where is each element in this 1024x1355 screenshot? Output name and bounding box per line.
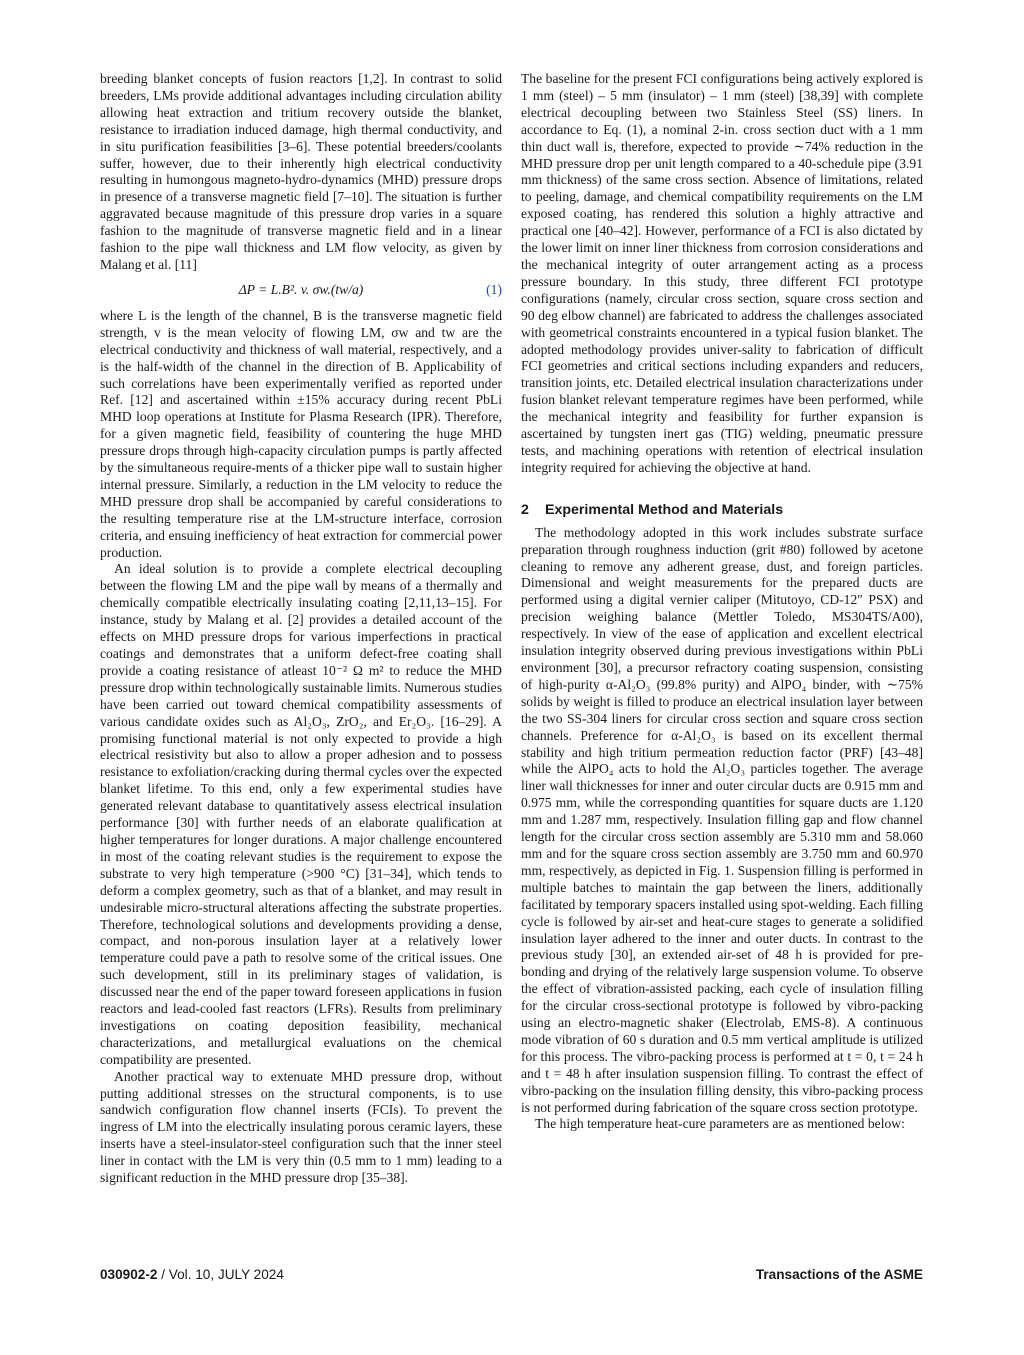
paragraph: breeding blanket concepts of fusion reactors [1,2]. In contrast to solid breeders, LMs provide additional advantages including circulation ability allowing heat extraction and tritium recovery outside the blanket, resistance to irradiation induced damage, high thermal conductivity, and in situ purification feasibilities [3–6]. These potential breeders/coolants suffer, however, due to their inherently high electrical conductivity resulting in humongous magneto-hydro-dynamics (MHD) pressure drops in presence of a transverse magnetic field [7–10]. The situation is further aggravated because magnitude of this pressure drop varies in a square fashion to the magnitude of transverse magnetic field and in a linear fashion to the pipe wall thickness and LM flow velocity, as given by Malang et al. [11] <box>100 71 502 272</box>
journal-name: Transactions of the ASME <box>755 1267 923 1282</box>
paragraph: The high temperature heat-cure parameters are as mentioned below: <box>535 1116 905 1132</box>
equation-number: (1) <box>486 282 502 298</box>
footer-separator: / <box>161 1267 166 1282</box>
section-title: Experimental Method and Materials <box>545 501 784 518</box>
equation-expression: ΔP = L.B². v. σw.(tw/a) <box>238 282 364 298</box>
right-column <box>521 71 923 1133</box>
volume-info: Vol. 10, JULY 2024 <box>168 1267 284 1282</box>
section-number: 2 <box>521 501 529 518</box>
page-id: 030902-2 <box>100 1267 158 1282</box>
paragraph: The baseline for the present FCI configurations being actively explored is 1 mm (steel) – 5 mm (insulator) – 1 mm (steel) [38,39] with complete electrical decoupling between two Stainless Steel (SS) liners. In accordance to Eq. (1), a nominal 2-in. cross section duct with a 1 mm thin duct wall is, therefore, expected to provide ∼74% reduction in the MHD pressure drop per unit length compared to a 40-schedule pipe (3.91 mm thickness) of the same cross section. Absence of limitations, related to peeling, damage, and chemical compatibility requirements on the LM exposed coating, has rendered this solution a highly attractive and practical one [40–42]. However, performance of a FCI is also dictated by the lower limit on inner liner thickness from corrosion considerations and the mechanical integrity of outer arrangement acting as a process pressure boundary. In this study, three different FCI prototype configurations (namely, circular cross section, square cross section and 90 deg elbow channel) are fabricated to address the challenges associated with geometrical constraints encountered in a typical fusion blanket. The adopted methodology provides univer-sality to fabrication of difficult FCI geometries and critical sections including expanders and reducers, transition joints, etc. Detailed electrical insulation characterizations under fusion blanket relevant temperature regimes have been performed, while the mechanical integrity and feasibility for further expansion is ascertained by tungsten inert gas (TIG) welding, pneumatic pressure tests, and machining operations with retention of electrical insulation integrity required for achieving the objective at hand. <box>521 71 923 475</box>
paragraph: where L is the length of the channel, B is the transverse magnetic field strength, v is the mean velocity of flowing LM, σw and tw are the electrical conductivity and thickness of wall material, respectively, and a is the half-width of the channel in the direction of B. Applicability of such correlations have been experimentally verified as reported under Ref. [12] and ascertained within ±15% accuracy during recent PbLi MHD loop operations at Institute for Plasma Research (IPR). Therefore, for a given magnetic field, feasibility of countering the huge MHD pressure drops through high-capacity circulation pumps is partly affected by the simultaneous require-ments of a thicker pipe wall to sustain higher internal pressure. Similarly, a reduction in the LM velocity to reduce the MHD pressure drop shall be accompanied by careful considerations to the resulting temperature rise at the LM-structure interface, corrosion criteria, and ensuing inefficiency of heat extraction for commercial power production. <box>100 307 502 560</box>
left-column <box>100 71 502 1187</box>
page-footer-left <box>100 1267 284 1282</box>
paragraph: The methodology adopted in this work includes substrate surface preparation through roughness induction (grit #80) followed by acetone cleaning to remove any adherent grease, dust, and foreign particles. Dimensional and weight measurements for the prepared ducts are performed using a digital vernier caliper (Mitutoyo, CD-12″ PSX) and precision weighing balance (Mettler Toledo, MS304TS/A00), respectively. In view of the ease of application and excellent electrical insulation integrity observed during previous investigations within PbLi environment [30], a precursor refractory coating suspension, consisting of high-purity α-Al₂O₃ (99.8% purity) and AlPO₄ binder, with ∼75% solids by weight is filled to produce an electrical insulation layer between the two SS-304 liners for circular cross section and square cross section channels. Preference for α-Al₂O₃ is based on its excellent thermal stability and high tritium permeation reduction factor (PRF) [43–48] while the AlPO₄ acts to hold the Al₂O₃ particles together. The average liner wall thicknesses for inner and outer circular ducts are 0.915 mm and 0.975 mm, while the corresponding quantities for square ducts are 1.120 mm and 1.287 mm, respectively. Insulation filling gap and flow channel length for the circular cross section assembly are 5.310 mm and 58.060 mm and for the square cross section assembly are 3.750 mm and 60.970 mm, respectively, as depicted in Fig. 1. Suspension filling is performed in multiple batches to maintain the gap between the liners, additionally facilitated by temporary spacers installed using spot-welding. Each filling cycle is followed by air-set and heat-cure stages to generate a solidified insulation layer adhered to the inner and outer ducts. In contrast to the previous study [30], an extended air-set of 48 h is provided for pre-bonding and drying of the relatively large suspension volume. To observe the effect of vibration-assisted packing, each cycle of insulation filling for the circular cross-sectional prototype is followed by vibro-packing using an electro-magnetic shaker (Electrolab, EMS-8). A continuous mode vibration of 60 s duration and 0.5 mm vertical amplitude is utilized for this process. The vibro-packing process is performed at t = 0, t = 24 h and t = 48 h after insulation suspension filling. To contrast the effect of vibro-packing on the insulation filling density, this vibro-packing process is not performed during fabrication of the square cross section prototype. <box>521 524 923 1115</box>
paragraph: Another practical way to extenuate MHD pressure drop, without putting additional stresses on the structural components, is to use sandwich configuration flow channel inserts (FCIs). To prevent the ingress of LM into the electrically insulating porous ceramic layers, these inserts have a steel-insulator-steel configuration such that the inner steel liner in contact with the LM is very thin (0.5 mm to 1 mm) leading to a significant reduction in the MHD pressure drop [35–38]. <box>100 1068 502 1186</box>
equation-1 <box>100 274 502 308</box>
section-heading <box>521 501 923 519</box>
paragraph: An ideal solution is to provide a complete electrical decoupling between the flowing LM and the pipe wall by means of a thermally and chemically compatible electrically insulating coating [2,11,13–15]. For instance, study by Malang et al. [2] provides a detailed account of the effects on MHD pressure drops for various imperfections in practical coatings and demonstrates that a uniform defect-free coating shall provide a coating resistance of atleast 10⁻² Ω m² to reduce the MHD pressure drop within technologically sustainable limits. Numerous studies have been carried out toward chemical compatibility assessments of various candidate oxides such as Al₂O₃, ZrO₂, and Er₂O₃. [16–29]. A promising functional material is not only expected to provide a high electrical resistivity but also to allow a proper adhesion and to possess resistance to exfoliation/cracking during thermal cycles over the expected blanket lifetime. To this end, only a few experimental studies have generated relevant database to quantitatively assess electrical insulation performance [30] with further needs of an elaborate qualification at higher temperatures for longer durations. A major challenge encountered in most of the coating relevant studies is the requirement to expose the substrate to very high temperature (>900 °C) [31–34], which tends to deform a complex geometry, such as that of a blanket, and may result in undesirable micro-structural alterations affecting the substrate properties. Therefore, technological solutions and developments providing a dense, compact, and non-porous insulation layer at a relatively lower temperature could pave a path to resolve some of the critical issues. One such development, still in its preliminary stages of validation, is discussed near the end of the paper toward foreseen applications in fusion reactors and lead-cooled fast reactors (LFRs). Results from preliminary investigations on coating deposition feasibility, mechanical characterizations, and metallurgical evaluations on the chemical compatibility are presented. <box>100 561 502 1067</box>
